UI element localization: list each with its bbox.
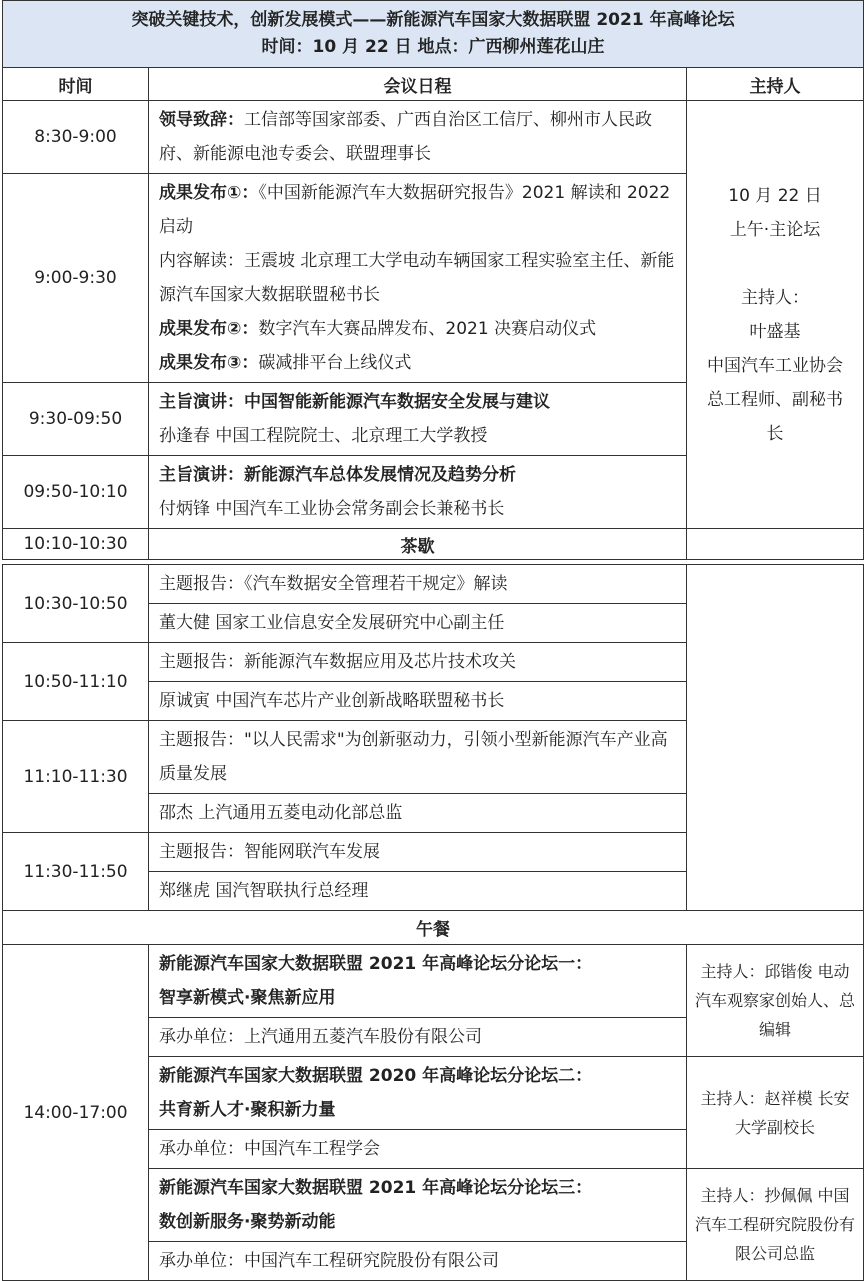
forum-title: 突破关键技术，创新发展模式——新能源汽车国家大数据联盟 2021 年高峰论坛 bbox=[131, 10, 735, 30]
session-content bbox=[149, 456, 687, 529]
forum-theme: 共育新人才·聚积新力量 bbox=[159, 1100, 336, 1120]
table-row bbox=[3, 565, 864, 604]
afternoon-time: 14:00-17:00 bbox=[3, 945, 149, 1281]
session-time: 9:00-9:30 bbox=[3, 174, 149, 383]
forum-organizer: 承办单位：中国汽车工程研究院股份有限公司 bbox=[149, 1242, 687, 1281]
host-label: 主持人： bbox=[741, 287, 810, 308]
session-time: 8:30-9:00 bbox=[3, 101, 149, 174]
keynote-title: 主旨演讲：中国智能新能源汽车数据安全发展与建议 bbox=[159, 392, 550, 412]
lunch-label: 午餐 bbox=[3, 911, 864, 945]
report-speaker: 原诚寅 中国汽车芯片产业创新战略联盟秘书长 bbox=[149, 682, 687, 721]
forum-heading bbox=[149, 1057, 687, 1130]
report-speaker: 董大健 国家工业信息安全发展研究中心副主任 bbox=[149, 604, 687, 643]
column-header-host: 主持人 bbox=[687, 68, 864, 101]
forum-host: 主持人：邱锴俊 电动汽车观察家创始人、总编辑 bbox=[687, 945, 864, 1057]
column-header-agenda: 会议日程 bbox=[149, 68, 687, 101]
forum-theme: 数创新服务·聚势新动能 bbox=[159, 1212, 336, 1232]
report-speaker: 邵杰 上汽通用五菱电动化部总监 bbox=[149, 794, 687, 833]
result-text-interpret: 内容解读：王震坡 北京理工大学电动车辆国家工程实验室主任、新能源汽车国家大数据联盟秘书长 bbox=[159, 251, 675, 305]
break-time: 10:10-10:30 bbox=[3, 529, 149, 560]
host-name: 叶盛基 bbox=[749, 321, 801, 342]
forum-heading bbox=[149, 945, 687, 1018]
report-topic: 主题报告：智能网联汽车发展 bbox=[149, 833, 687, 872]
session-label: 领导致辞： bbox=[159, 110, 244, 130]
table-row bbox=[3, 945, 864, 1018]
session-text: 工信部等国家部委、广西自治区工信厅、柳州市人民政府、新能源电池专委会、联盟理事长 bbox=[159, 110, 652, 164]
report-topic: 主题报告："以人民需求"为创新驱动力，引领小型新能源汽车产业高质量发展 bbox=[149, 721, 687, 794]
host-date: 10 月 22 日 bbox=[728, 185, 822, 206]
forum-time-location: 时间：10 月 22 日 地点：广西柳州莲花山庄 bbox=[261, 37, 605, 57]
result-text-3: 碳减排平台上线仪式 bbox=[258, 353, 412, 373]
session-content bbox=[149, 101, 687, 174]
forum-title-line: 新能源汽车国家大数据联盟 2021 年高峰论坛分论坛三： bbox=[159, 1178, 593, 1198]
forum-organizer: 承办单位：中国汽车工程学会 bbox=[149, 1130, 687, 1169]
result-text-1: 《中国新能源汽车大数据研究报告》2021 解读和 2022 启动 bbox=[159, 183, 671, 237]
keynote-title: 主旨演讲：新能源汽车总体发展情况及趋势分析 bbox=[159, 465, 516, 485]
forum-heading bbox=[149, 1169, 687, 1242]
result-label-2: 成果发布②： bbox=[159, 319, 259, 339]
host-title-end: 长 bbox=[766, 423, 784, 444]
report-time: 11:10-11:30 bbox=[3, 721, 149, 833]
host-org: 中国汽车工业协会 bbox=[707, 355, 844, 376]
morning-host-cell bbox=[687, 101, 864, 529]
session-content bbox=[149, 174, 687, 383]
agenda-table bbox=[2, 0, 864, 1281]
agenda-header bbox=[3, 1, 864, 68]
forum-host: 主持人：抄佩佩 中国汽车工程研究院股份有限公司总监 bbox=[687, 1169, 864, 1281]
host-title: 总工程师、副秘书 bbox=[707, 389, 844, 410]
break-label: 茶歇 bbox=[149, 529, 687, 560]
session-time: 09:50-10:10 bbox=[3, 456, 149, 529]
forum-organizer: 承办单位：上汽通用五菱汽车股份有限公司 bbox=[149, 1018, 687, 1057]
table-row bbox=[3, 911, 864, 945]
session-time: 9:30-09:50 bbox=[3, 383, 149, 456]
keynote-speaker: 付炳锋 中国汽车工业协会常务副会长兼秘书长 bbox=[159, 499, 505, 519]
table-row bbox=[3, 101, 864, 174]
session-content bbox=[149, 383, 687, 456]
forum-host: 主持人：赵祥模 长安大学副校长 bbox=[687, 1057, 864, 1169]
column-header-time: 时间 bbox=[3, 68, 149, 101]
keynote-speaker: 孙逢春 中国工程院院士、北京理工大学教授 bbox=[159, 426, 488, 446]
result-text-2: 数字汽车大赛品牌发布、2021 决赛启动仪式 bbox=[258, 319, 597, 339]
report-speaker: 郑继虎 国汽智联执行总经理 bbox=[149, 872, 687, 911]
table-row bbox=[3, 529, 864, 560]
report-time: 11:30-11:50 bbox=[3, 833, 149, 911]
report-time: 10:30-10:50 bbox=[3, 565, 149, 643]
report-topic: 主题报告：新能源汽车数据应用及芯片技术攻关 bbox=[149, 643, 687, 682]
forum-theme: 智享新模式·聚焦新应用 bbox=[159, 988, 336, 1008]
result-label-1: 成果发布①： bbox=[159, 183, 259, 203]
report-topic: 主题报告：《汽车数据安全管理若干规定》解读 bbox=[149, 565, 687, 604]
report-time: 10:50-11:10 bbox=[3, 643, 149, 721]
host-session: 上午·主论坛 bbox=[729, 219, 821, 240]
forum-title-line: 新能源汽车国家大数据联盟 2021 年高峰论坛分论坛一： bbox=[159, 954, 593, 974]
result-label-3: 成果发布③： bbox=[159, 353, 259, 373]
reports-host-cell bbox=[687, 565, 864, 911]
forum-title-line: 新能源汽车国家大数据联盟 2020 年高峰论坛分论坛二： bbox=[159, 1066, 593, 1086]
